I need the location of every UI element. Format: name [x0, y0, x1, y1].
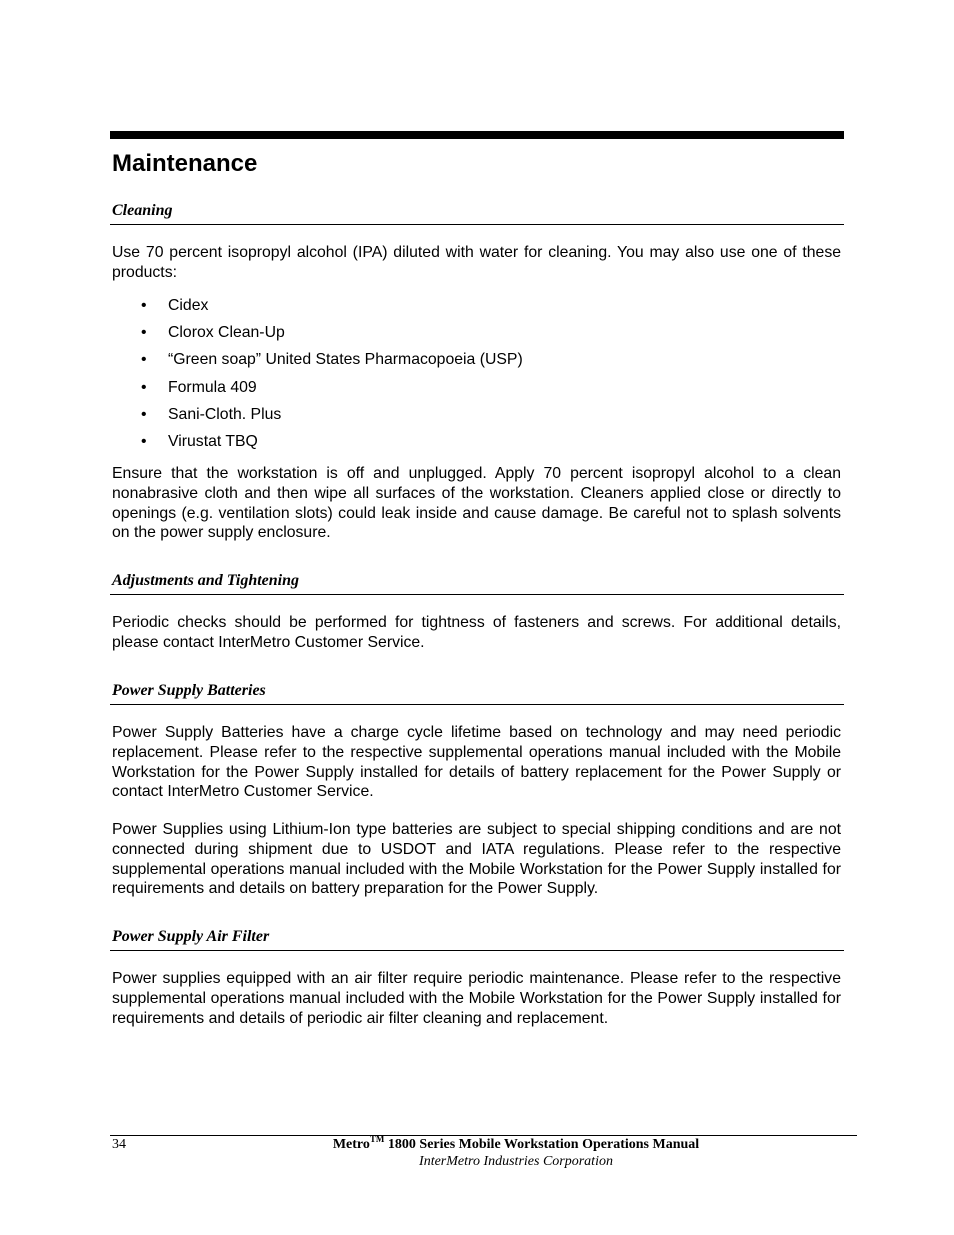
bullet-icon: • — [141, 378, 147, 396]
footer-title-text: 1800 Series Mobile Workstation Operations Manual — [384, 1137, 700, 1152]
cleaning-body: Ensure that the workstation is off and unplugged. Apply 70 percent isopropyl alcohol to a clean nonabrasive cloth and then wipe all surfaces of the workstation. Cleaners applied close or directly to openings (e.g. ventilation slots) could leak inside and cause damage. Be careful not to splash solvents on the power supply enclosure. — [112, 465, 841, 542]
list-item: • “Green soap” United States Pharmacopoeia (USP) — [112, 349, 523, 376]
page-number: 34 — [112, 1137, 126, 1152]
section-heading-adjustments: Adjustments and Tightening — [112, 572, 300, 589]
list-item: • Clorox Clean-Up — [112, 322, 523, 349]
list-item: • Formula 409 — [112, 377, 523, 404]
section-rule — [110, 950, 844, 951]
bullet-icon: • — [141, 297, 147, 314]
footer-company: InterMetro Industries Corporation — [419, 1154, 613, 1169]
list-item: • Sani-Cloth. Plus — [112, 404, 523, 431]
top-rule — [110, 131, 844, 139]
list-item: • Virustat TBQ — [112, 431, 523, 458]
list-item: • Cidex — [112, 295, 523, 322]
bullet-icon: • — [141, 324, 147, 342]
section-heading-batteries: Power Supply Batteries — [112, 682, 266, 699]
section-heading-cleaning: Cleaning — [112, 202, 173, 219]
cleaning-product-list — [112, 295, 523, 458]
air-filter-body: Power supplies equipped with an air filter require periodic maintenance. Please refer to the respective supplemental operations manual included with the Mobile Workstation for the Power Supply installed for requirements and details of periodic air filter cleaning and replacement. — [112, 970, 841, 1027]
adjustments-body: Periodic checks should be performed for tightness of fasteners and screws. For additional details, please contact InterMetro Customer Service. — [112, 614, 841, 651]
cleaning-intro: Use 70 percent isopropyl alcohol (IPA) diluted with water for cleaning. You may also use one of these products: — [112, 244, 841, 281]
section-rule — [110, 704, 844, 705]
section-rule — [110, 224, 844, 225]
bullet-icon: • — [141, 432, 147, 450]
bullet-icon: • — [141, 405, 147, 423]
batteries-body-1: Power Supply Batteries have a charge cycle lifetime based on technology and may need periodic replacement. Please refer to the respective supplemental operations manual included with the Mobile Workstation for the Power Supply installed for details of battery replacement for the Power Supply or contact InterMetro Customer Service. — [112, 724, 841, 801]
footer-brand: Metro — [332, 1137, 370, 1152]
bullet-icon: • — [141, 351, 147, 369]
section-heading-air-filter: Power Supply Air Filter — [112, 928, 270, 945]
batteries-body-2: Power Supplies using Lithium-Ion type batteries are subject to special shipping conditions and are not connected during shipment due to USDOT and IATA regulations. Please refer to the respective supplemental operations manual included with the Mobile Workstation for the Power Supply installed for requirements and details on battery preparation for the Power Supply. — [112, 821, 841, 898]
page-title: Maintenance — [112, 150, 258, 177]
trademark-mark: TM — [369, 1134, 385, 1144]
section-rule — [110, 594, 844, 595]
